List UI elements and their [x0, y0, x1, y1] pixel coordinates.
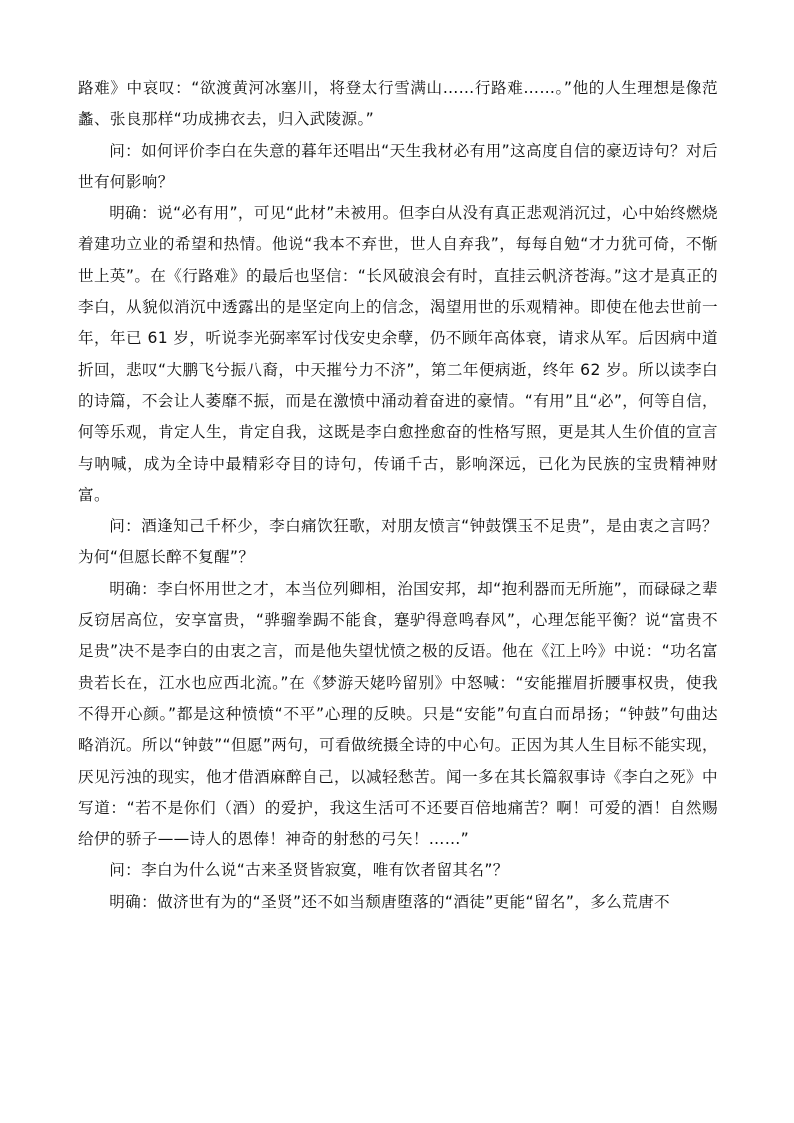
document-body [78, 73, 718, 918]
answer-paragraph: 明确：做济世有为的“圣贤”还不如当颓唐堕落的“酒徒”更能“留名”，多么荒唐不 [109, 892, 670, 911]
answer-paragraph: 明确：李白怀用世之才，本当位列卿相，治国安邦，却“抱利器而无所施”，而碌碌之辈反窃居高位，安享富贵，“骅骝拳跼不能食，蹇驴得意鸣春风”，心理怎能平衡？说“富贵不足贵”决不是李白的由衷之言，而是他失望忧愤之极的反语。他在《江上吟》中说：“功名富贵若长在，江水也应西北流。”在《梦游天姥吟留别》中怒喊：“安能摧眉折腰事权贵，使我不得开心颜。”都是这种愤愤“不平”心理的反映。只是“安能”句直白而昂扬；“钟鼓”句曲达略消沉。所以“钟鼓”“但愿”两句，可看做统摄全诗的中心句。正因为其人生目标不能实现，厌见污浊的现实，他才借酒麻醉自己，以减轻愁苦。闻一多在其长篇叙事诗《李白之死》中写道：“若不是你们（酒）的爱护，我这生活可不还要百倍地痛苦？啊！可爱的酒！自然赐给伊的骄子——诗人的恩俸！神奇的射愁的弓矢！……” [78, 579, 718, 849]
answer-paragraph: 明确：说“必有用”，可见“此材”未被用。但李白从没有真正悲观消沉过，心中始终燃烧着建功立业的希望和热情。他说“我本不弃世，世人自弃我”，每每自勉“才力犹可倚，不惭世上英”。在《行路难》的最后也坚信：“长风破浪会有时，直挂云帆济苍海。”这才是真正的李白，从貌似消沉中透露出的是坚定向上的信念，渴望用世的乐观精神。即使在他去世前一年，年已 61 岁，听说李光弼率军讨伐安史余孽，仍不顾年高体衰，请求从军。后因病中道折回，悲叹“大鹏飞兮振八裔，中天摧兮力不济”，第二年便病逝，终年 62 岁。所以读李白的诗篇，不会让人萎靡不振，而是在激愤中涌动着奋进的豪情。“有用”且“必”，何等自信，何等乐观，肯定人生，肯定自我，这既是李白愈挫愈奋的性格写照，更是其人生价值的宣言与呐喊，成为全诗中最精彩夺目的诗句，传诵千古，影响深远，已化为民族的宝贵精神财富。 [78, 204, 718, 504]
question-paragraph: 问：如何评价李白在失意的暮年还唱出“天生我材必有用”这高度自信的豪迈诗句？对后世有何影响？ [78, 141, 718, 191]
paragraph-continuation: 路难》中哀叹：“欲渡黄河冰塞川，将登太行雪满山……行路难……。”他的人生理想是像范蠡、张良那样“功成拂衣去，归入武陵源。” [78, 79, 718, 129]
question-paragraph: 问：李白为什么说“古来圣贤皆寂寞，唯有饮者留其名”？ [109, 861, 509, 880]
question-paragraph: 问：酒逢知己千杯少，李白痛饮狂歌，对朋友愤言“钟鼓馔玉不足贵”，是由衷之言吗？为何“但愿长醉不复醒”？ [78, 517, 718, 567]
